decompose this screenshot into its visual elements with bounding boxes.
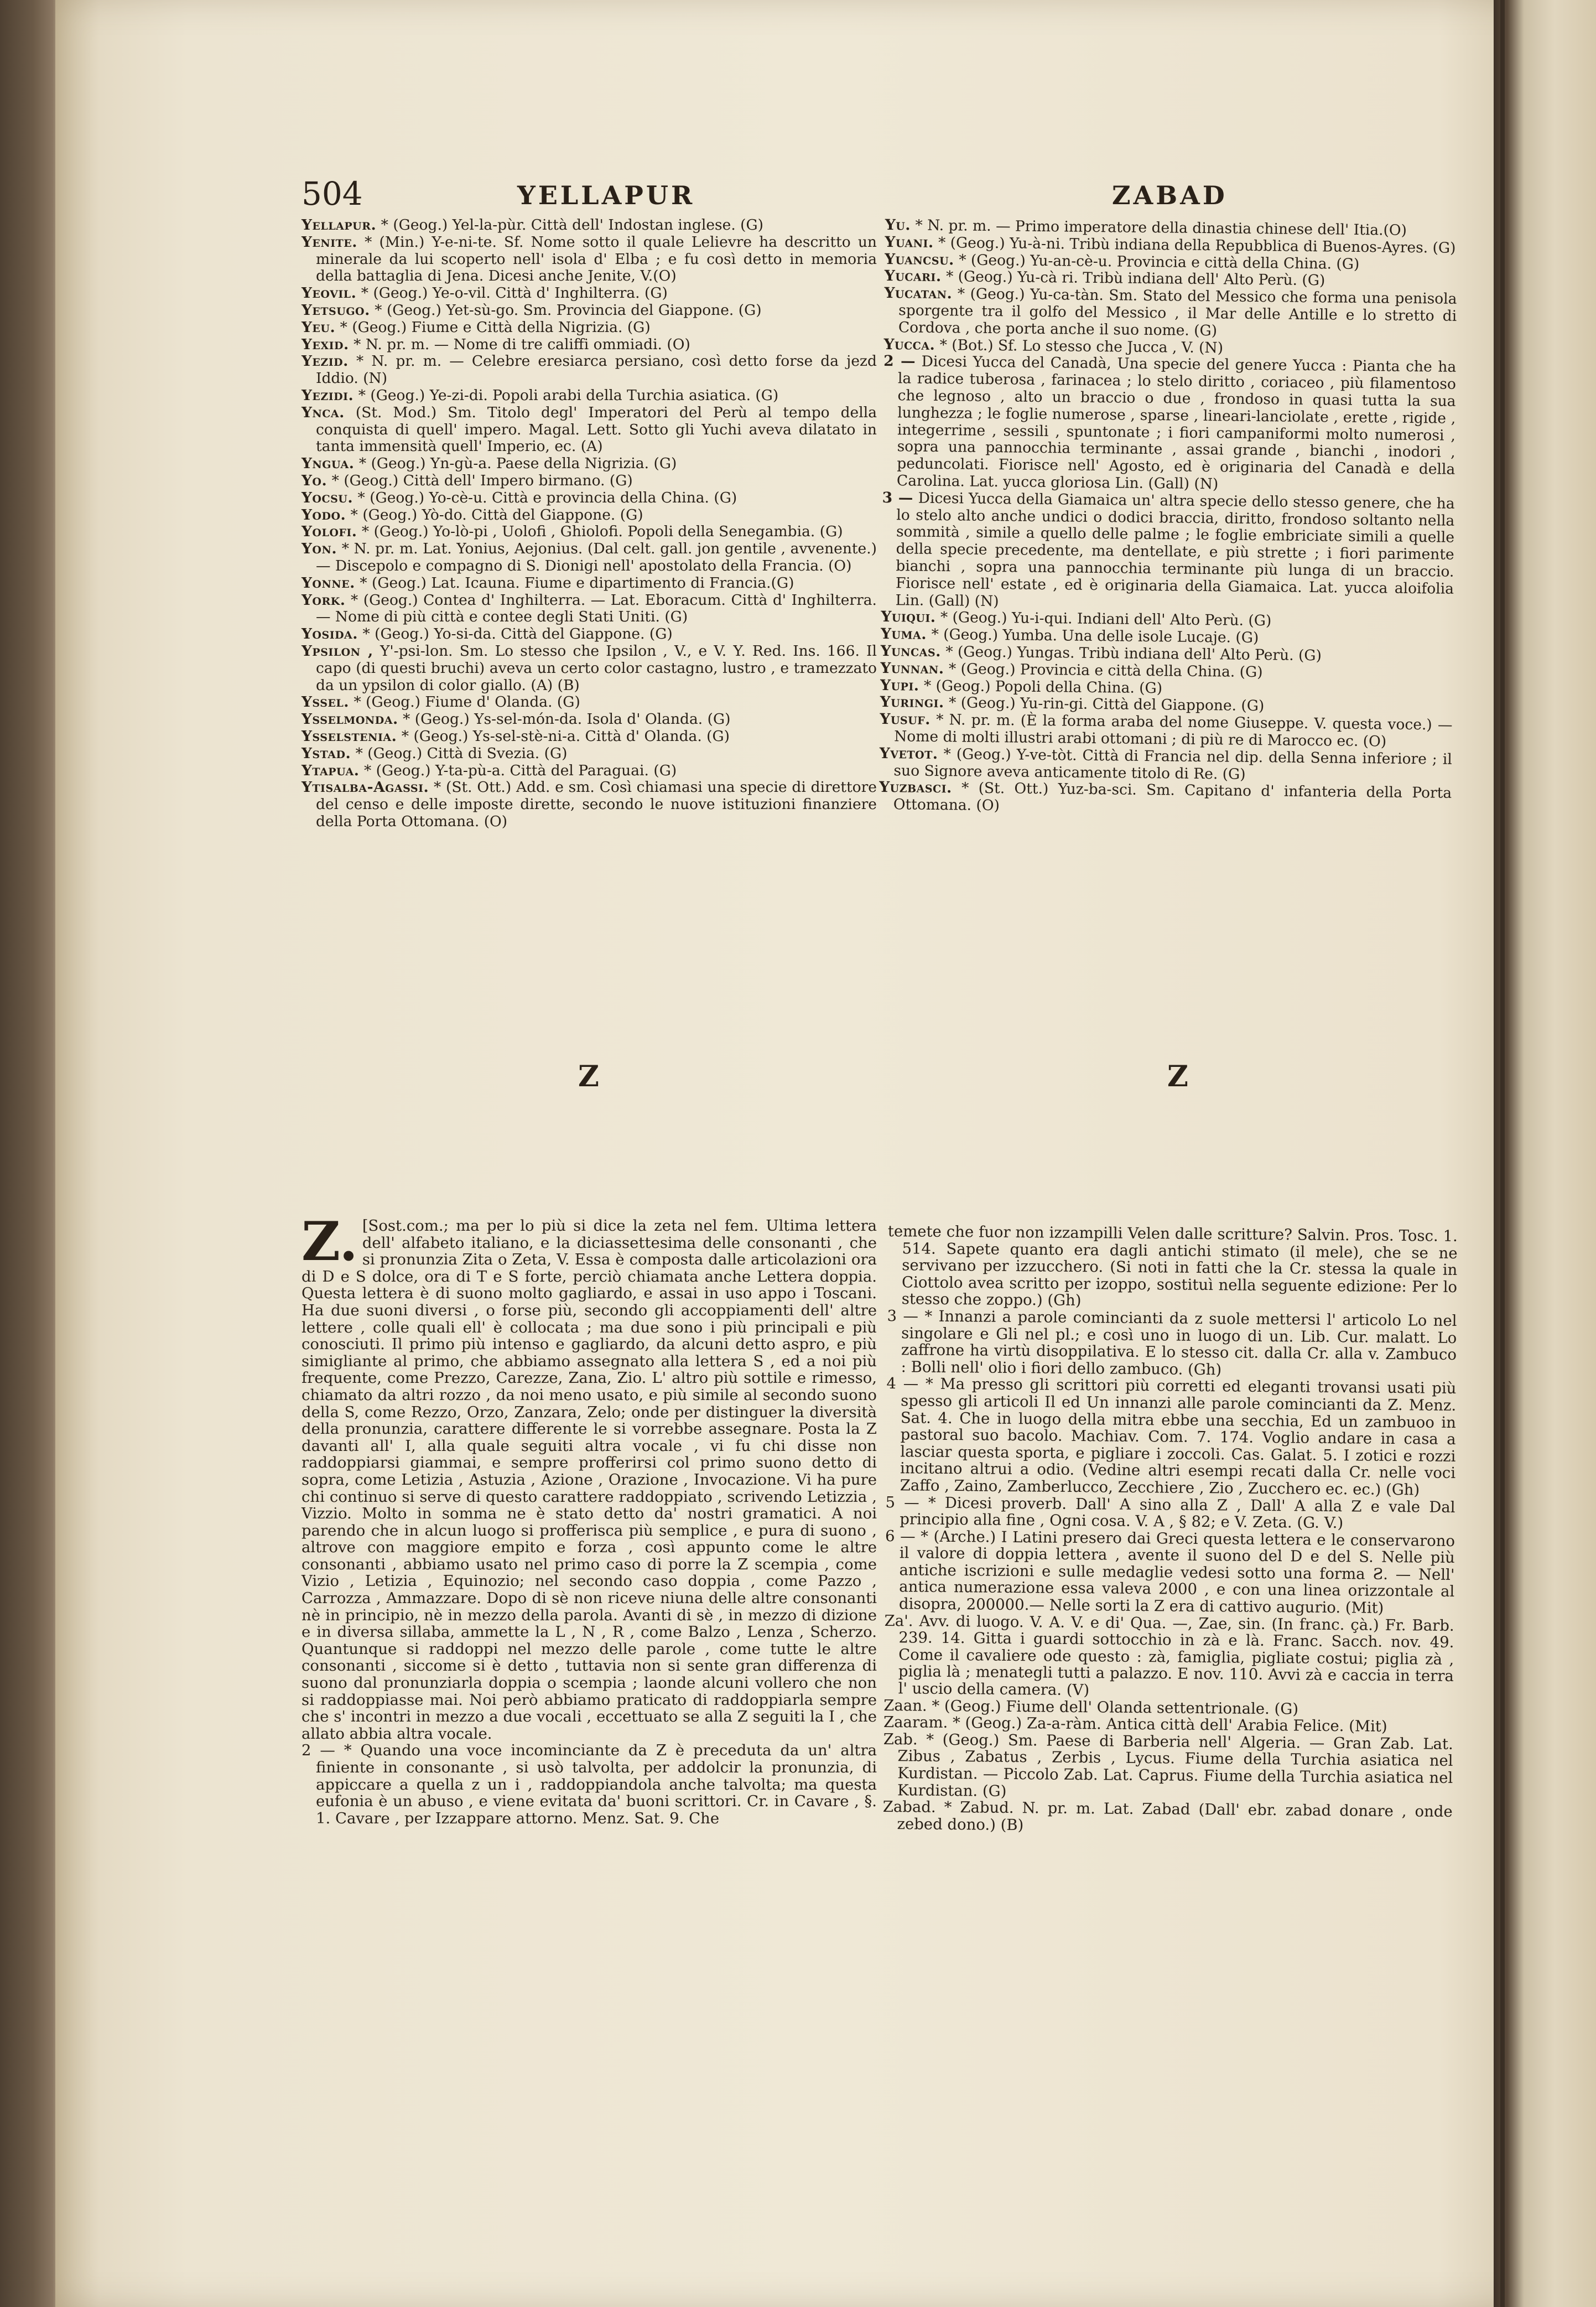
entry-headword: Yo. xyxy=(301,471,327,489)
z-article-text: [Sost.com.; ma per lo più si dice la zeta nel fem. Ultima lettera dell' alfabeto italiano, e la diciassettesima delle consonanti , che si pronunzia Zita o Zeta, V. Essa è composta dalle articolazioni ora di D e S dolce, ora di T e S forte, perciò chiamata anche Lettera doppia. Questa lettera è di suono molto gagliardo, e assai in uso appo i Toscani. Ha due suoni diversi , o forse più, secondo gli accoppiamenti dell' altre lettere , colle quali ell' è collocata ; ma due sono i più principali e più conosciuti. Il primo più intenso e gagliardo, da alcuni detto aspro, e più simigliante al primo, che abbiamo assegnato alla lettera S , ed a noi più frequente, come Prezzo, Carezze, Zana, Zio. L' altro più sottile e rimesso, chiamato da altri rozzo , da noi meno usato, e più simile al secondo suono della S, come Rezzo, Orzo, Zanzara, Zelo; onde per distinguer la diversità della pronunzia, carattere differente le si vorrebbe assegnare. Posta la Z davanti all' I, alla quale seguiti altra vocale , vi fu chi disse non raddoppiarsi giammai, e sempre profferirsi col primo suono detto di sopra, come Letizia , Astuzia , Azione , Orazione , Invocazione. Vi ha pure chi continuo si serve di questo carattere raddoppiato , scrivendo Letizzia , Vizzio. Molto in somma ne è stato detto da' nostri gramatici. A noi parendo che in alcun luogo si profferisca più semplice , e pura di suono , altrove con maggiore empito e forza , così appunto come le altre consonanti , abbiamo usato nel primo caso di porre la Z scempia , come Vizio , Letizia , Equinozio; nel secondo caso doppia , come Pazzo , Carrozza , Ammazzare. Dopo di sè non riceve niuna delle altre consonanti nè in principio, nè in mezzo della parola. Avanti di sè , in mezzo di dizione e in diversa sillaba, ammette la L , N , R , come Balzo , Lenza , Scherzo. Quantunque si raddoppi nel mezzo delle parole , come tutte le altre consonanti , siccome si è detto , tuttavia non si sente gran differenza di suono dal pronunziarla doppia o scempia ; laonde alcuni vollero che non si raddoppiasse mai. Noi però abbiamo praticato di raddoppiarla sempre che s' incontri in mezzo a due vocali , eccettuato se alla Z seguiti la I , che allato abbia altra vocale. xyxy=(301,1217,877,1743)
entry-definition: * (Geog.) Yet-sù-go. Sm. Provincia del Giappone. (G) xyxy=(375,301,762,319)
z-article-left xyxy=(301,1210,877,1827)
entry-definition: * N. pr. m. Lat. Yonius, Aejonius. (Dal celt. gall. jon gentile , avvenente.) — Discepolo e compagno di S. Dionigi nell' apostolato della Francia. (O) xyxy=(316,540,877,574)
entry-definition: * (Geog.) Popoli della China. (G) xyxy=(923,677,1163,697)
entry-definition: * (Geog.) Provincia e città della China. (G) xyxy=(948,660,1263,681)
dictionary-entry xyxy=(301,779,877,830)
entry-definition: Y'-psi-lon. Sm. Lo stesso che Ipsilon , V., e V. Y. Red. Ins. 166. Il capo (di questi bruchi) aveva un certo color castagno, lustro , e tramezzato da un ypsilon di color giallo. (A) (B) xyxy=(316,642,877,694)
entry-definition: * (Geog.) Ye-zi-di. Popoli arabi della Turchia asiatica. (G) xyxy=(358,386,779,404)
entry-headword: Yonne. xyxy=(301,574,355,592)
entry-headword: Yuringi. xyxy=(880,693,944,712)
dictionary-entry xyxy=(301,745,877,763)
dictionary-entry xyxy=(301,473,877,490)
entry-headword: Yuancsu. xyxy=(885,250,955,268)
z-article-right-para: Za'. Avv. di luogo. V. A. V. e di' Qua. —, Zae, sin. (In franc. çà.) Fr. Barb. 239. 14. Gitta i guardi sottocchio in zà e là. Franc. Sacch. nov. 49. Come il cavaliere ode questo : zà, famiglia, pigliate costui; piglia zà , piglia là ; menategli tutti a palazzo. E nov. 110. Avvi zà e caccia in terra l' uscio della camera. (V) xyxy=(884,1611,1454,1699)
entry-definition: * (Geog.) Città dell' Impero birmano. (G) xyxy=(331,471,633,489)
entry-headword: Yezid. xyxy=(301,352,349,370)
z-article-right-para: 5 — * Dicesi proverb. Dall' A sino alla Z , Dall' A alla Z e vale Dal principio alla fine , Ogni cosa. V. A , § 82; e V. Zeta. (G. V.) xyxy=(885,1493,1455,1532)
entry-headword: Yuani. xyxy=(885,233,934,251)
dictionary-entry xyxy=(301,405,877,455)
entry-definition: * (Geog.) Yungas. Tribù indiana dell' Alto Perù. (G) xyxy=(945,643,1322,665)
entry-definition: * N. pr. m. — Nome di tre califfi ommiadi. (O) xyxy=(353,335,690,353)
entry-headword: Yuma. xyxy=(880,625,927,643)
entry-definition: * (Geog.) Yò-do. Città del Giappone. (G) xyxy=(350,506,643,523)
entry-headword: Ysselstenia. xyxy=(301,727,397,745)
entry-headword: Yucari. xyxy=(884,267,942,286)
dictionary-entry xyxy=(301,319,877,336)
right-entries-column xyxy=(879,217,1458,820)
entry-headword: Yon. xyxy=(301,540,337,558)
entry-headword: Ytapua. xyxy=(301,761,360,779)
dictionary-entry xyxy=(301,523,877,541)
entry-headword: Yunnan. xyxy=(880,659,944,677)
z-article-right-para: 3 — * Innanzi a parole comincianti da z suole mettersi l' articolo Lo nel singolare e Gli nel pl.; e così uno in luogo di un. Lib. Cur. malatt. Lo zaffrone ha virtù disoppilativa. E lo stesso cit. dalla Cr. alla v. Zambuco : Bolli nell' olio i fiori dello zambuco. (Gh) xyxy=(887,1307,1457,1379)
entry-headword: Yucatan. xyxy=(884,284,953,303)
entry-headword: Yuiqui. xyxy=(881,608,936,626)
entry-definition: * (Geog.) Yu-à-ni. Tribù indiana della Repubblica di Buenos-Ayres. (G) xyxy=(938,234,1456,257)
entry-definition: * (Geog.) Lat. Icauna. Fiume e dipartimento di Francia.(G) xyxy=(360,574,794,592)
entry-definition: * (Geog.) Città di Svezia. (G) xyxy=(355,744,568,762)
entry-headword: Ytisalba-Agassi. xyxy=(301,779,429,796)
drop-cap: Z. xyxy=(301,1210,358,1273)
dictionary-entry xyxy=(882,353,1457,495)
dictionary-entry xyxy=(301,336,877,354)
dictionary-entry xyxy=(301,541,877,575)
entry-headword: Yexid. xyxy=(301,335,349,353)
entry-headword: Yezidi. xyxy=(301,386,354,404)
facing-page-edge xyxy=(1494,0,1596,2307)
entry-definition: * N. pr. m. — Primo imperatore della dinastia chinese dell' Itia.(O) xyxy=(915,216,1407,239)
entry-headword: Yupi. xyxy=(880,676,919,694)
entry-headword: Yusuf. xyxy=(880,711,931,729)
entry-definition: * (Geog.) Ys-sel-stè-ni-a. Città d' Olanda. (G) xyxy=(401,727,730,745)
entry-definition: * (Geog.) Yu-an-cè-u. Provincia e città della China. (G) xyxy=(959,251,1360,273)
entry-headword: Ypsilon , xyxy=(301,642,373,660)
binding-shadow xyxy=(1500,0,1505,2307)
entry-definition: * N. pr. m. — Celebre eresiarca persiano, così detto forse da jezd Iddio. (N) xyxy=(316,352,877,387)
dictionary-entry xyxy=(884,285,1457,342)
dictionary-entry xyxy=(301,387,877,405)
entry-definition: * (Geog.) Fiume e Città della Nigrizia. (G) xyxy=(340,318,651,336)
z-article-right-para: Zabad. * Zabud. N. pr. m. Lat. Zabad (Dall' ebr. zabad donare , onde zebed dono.) (B) xyxy=(882,1798,1453,1834)
entry-headword: Yeovil. xyxy=(301,284,357,302)
entry-headword: Yuzbasci. xyxy=(879,779,952,797)
entry-headword: Yolofi. xyxy=(301,523,357,541)
z-article-right xyxy=(882,1223,1458,1837)
entry-definition: * (Geog.) Yu-cà ri. Tribù indiana dell' Alto Perù. (G) xyxy=(945,268,1325,289)
entry-headword: York. xyxy=(301,591,346,609)
entry-headword: 3 — xyxy=(882,489,913,507)
entry-headword: 2 — xyxy=(883,352,916,370)
entry-definition: * (Geog.) Yn-gù-a. Paese della Nigrizia. (G) xyxy=(358,455,677,473)
entry-definition: Dicesi Yucca del Canadà, Una specie del genere Yucca : Pianta che ha la radice tuberosa , farinacea ; lo stelo diritto , coriaceo , più filamentoso che legnoso , alto un braccio o due , frondoso in quasi tutta la sua lunghezza ; le foglie numerose , sparse , lineari-lanciolate , erette , rigide , integerrime , sessili , spuntonate ; i fiori campaniformi molto numerosi , sopra una pannocchia terminante , assai grande , bianchi , inodori , peduncolati. Fiorisce nell' Agosto, ed è originaria del Canadà e della Carolina. Lat. yucca gloriosa Lin. (Gall) (N) xyxy=(896,353,1457,493)
section-letter-left: Z xyxy=(578,1060,599,1093)
dictionary-entry xyxy=(301,217,877,234)
dictionary-entry xyxy=(881,490,1455,615)
dictionary-entry xyxy=(301,728,877,745)
dictionary-entry xyxy=(301,711,877,728)
entry-headword: Yellapur. xyxy=(301,216,377,234)
left-entries-column xyxy=(301,217,877,831)
entry-definition: Dicesi Yucca della Giamaica un' altra specie dello stesso genere, che ha lo stelo alto anche undici o dodici braccia, diritto, frondoso soltanto nella sommità , simile a quello delle palme ; le foglie embriciate simili a quelle della specie precedente, ma dentellate, e più strette ; i fiori parimente bianchi , sopra una pannocchia terminante più lunga di un braccio. Fiorisce nell' estate , ed è originaria della Giamaica. Lat. yucca aloifolia Lin. (Gall) (N) xyxy=(895,489,1455,610)
dictionary-entry xyxy=(301,592,877,626)
dictionary-entry xyxy=(301,643,877,694)
z-article-right-para: 4 — * Ma presso gli scrittori più corretti ed eleganti trovansi usati più spesso gli articoli Il ed Un innanzi alle parole comincianti da Z. Menz. Sat. 4. Che in luogo della mitra ebbe una secchia, Ed un zambuoo in pastoral suo bacolo. Machiav. Com. 7. 174. Voglio andare in casa a lasciar questa sporta, e pigliare i zoccoli. Cas. Galat. 5. I zotici e rozzi incitano altrui a odio. (Vedine altri esempi recati dalla Cr. nelle voci Zaffo , Zaino, Zamberlucco, Zecchiere , Zio , Zucchero ec. ec.) (Gh) xyxy=(886,1375,1457,1499)
entry-headword: Yeu. xyxy=(301,318,336,336)
entry-definition: (St. Mod.) Sm. Titolo degl' Imperatori del Perù al tempo della conquista di quell' impero. Magal. Lett. Sotto gli Yuchi aveva dilatato in tanta immensità quell' Imperio, ec. (A) xyxy=(316,403,877,455)
dictionary-entry xyxy=(301,626,877,643)
entry-definition: * (St. Ott.) Yuz-ba-sci. Sm. Capitano d' infanteria della Porta Ottomana. (O) xyxy=(893,779,1452,815)
entry-definition: * (Geog.) Y-ta-pù-a. Città del Paraguai. (G) xyxy=(363,761,677,779)
entry-definition: * (Geog.) Yel-la-pùr. Città dell' Indostan inglese. (G) xyxy=(381,216,764,234)
left-running-head: YELLAPUR xyxy=(517,180,695,210)
entry-definition: * (Geog.) Y-ve-tòt. Città di Francia nel dip. della Senna inferiore ; il suo Signore aveva anticamente titolo di Re. (G) xyxy=(893,745,1452,783)
entry-definition: * N. pr. m. (È la forma araba del nome Giuseppe. V. questa voce.) — Nome di molti illustri arabi ottomani ; di più re di Marocco ec. (O) xyxy=(894,711,1453,750)
entry-definition: * (Geog.) Yu-ca-tàn. Sm. Stato del Messico che forma una penisola sporgente tra il golfo del Messico , il Mar delle Antille e lo stretto di Cordova , che porta anche il suo nome. (G) xyxy=(898,285,1457,340)
dictionary-entry xyxy=(301,507,877,524)
dictionary-entry xyxy=(301,285,877,302)
z-article-right-para: Zab. * (Geog.) Sm. Paese di Barberia nell' Algeria. — Gran Zab. Lat. Zibus , Zabatus , Zerbis , Lycus. Fiume della Turchia asiatica nel Kurdistan. — Piccolo Zab. Lat. Caprus. Fiume della Turchia asiatica nel Kurdistan. (G) xyxy=(883,1730,1453,1800)
entry-headword: Ynca. xyxy=(301,403,345,421)
entry-definition: * (Geog.) Contea d' Inghilterra. — Lat. Eboracum. Città d' Inghilterra. — Nome di più città e contee degli Stati Uniti. (G) xyxy=(316,591,877,626)
entry-definition: * (Geog.) Ys-sel-món-da. Isola d' Olanda. (G) xyxy=(403,711,731,728)
entry-headword: Yocsu. xyxy=(301,489,353,506)
entry-definition: * (Geog.) Ye-o-vil. Città d' Inghilterra. (G) xyxy=(361,284,668,302)
dictionary-entry xyxy=(301,353,877,387)
entry-headword: Yodo. xyxy=(301,506,346,523)
entry-headword: Yngua. xyxy=(301,455,355,473)
section-letter-right: Z xyxy=(1167,1060,1188,1093)
z-article-right-para: temete che fuor non izzampilli Velen dalle scritture? Salvin. Pros. Tosc. 1. 514. Sapete quanto era dagli antichi stimato (il mele), che se ne servivano per izzucchero. (Si noti in fatti che la Cr. stessa la quale in Ciottolo avea scritto per izoppo, sostituì nella seguente edizione: Per lo stesso che zoppo.) (Gh) xyxy=(887,1222,1458,1310)
entry-definition: * (Min.) Y-e-ni-te. Sf. Nome sotto il quale Lelievre ha descritto un minerale da lui scoperto nell' isola d' Elba ; e fu così detto in memoria della battaglia di Jena. Dicesi anche Jenite, V.(O) xyxy=(316,233,877,285)
entry-headword: Yetsugo. xyxy=(301,301,370,319)
entry-headword: Ystad. xyxy=(301,744,351,762)
entry-definition: * (Geog.) Fiume d' Olanda. (G) xyxy=(353,693,580,711)
entry-definition: * (Bot.) Sf. Lo stesso che Jucca , V. (N) xyxy=(939,336,1224,356)
page-number: 504 xyxy=(301,175,363,212)
entry-definition: * (Geog.) Yu-rin-gi. Città del Giappone. (G) xyxy=(948,694,1265,715)
dictionary-entry xyxy=(301,763,877,780)
entry-headword: Yu. xyxy=(885,216,911,234)
dictionary-entry xyxy=(301,234,877,285)
dictionary-entry xyxy=(301,455,877,473)
entry-headword: Yosida. xyxy=(301,625,358,643)
entry-definition: * (Geog.) Yumba. Una delle isole Lucaje. (G) xyxy=(931,626,1259,647)
z-article-right-para: 6 — * (Arche.) I Latini presero dai Greci questa lettera e le conservarono il valore di doppia lettera , avente il suono del D e del S. Nelle più antiche iscrizioni e sulle medaglie vedesi sotto una forma Ƨ. — Nell' antica numerazione essa valeva 2000 , e con una linea orizzontale al disopra, 200000.— Nelle sorti la Z era di cattivo augurio. (Mit) xyxy=(885,1527,1455,1617)
dictionary-entry xyxy=(301,575,877,592)
right-running-head: ZABAD xyxy=(1112,180,1228,210)
z-article-para-2: 2 — * Quando una voce incominciante da Z è preceduta da un' altra finiente in consonante , si usò talvolta, per addolcir la pronunzia, di appiccare a quella z un i , raddoppiandola anche talvolta; ma questa eufonia è un abuso , e viene evitata da' buoni scrittori. Cr. in Cavare , §. 1. Cavare , per Izzappare attorno. Menz. Sat. 9. Che xyxy=(301,1741,877,1827)
dictionary-entry xyxy=(301,302,877,319)
dictionary-entry xyxy=(301,490,877,507)
entry-headword: Yucca. xyxy=(883,335,935,354)
running-header xyxy=(301,177,1458,210)
entry-headword: Yenite. xyxy=(301,233,358,251)
entry-headword: Yvetot. xyxy=(879,744,938,763)
z-article-right-para: Zaan. * (Geog.) Fiume dell' Olanda settentrionale. (G) xyxy=(883,1696,1299,1718)
entry-definition: * (Geog.) Yo-si-da. Città del Giappone. (G) xyxy=(362,625,673,643)
entry-headword: Yuncas. xyxy=(880,642,942,661)
entry-headword: Ysselmonda. xyxy=(301,711,398,728)
z-article-right-para: Zaaram. * (Geog.) Za-a-ràm. Antica città dell' Arabia Felice. (Mit) xyxy=(883,1713,1387,1736)
entry-definition: * (Geog.) Yu-i-qui. Indiani dell' Alto Perù. (G) xyxy=(940,609,1272,630)
entry-definition: * (St. Ott.) Add. e sm. Così chiamasi una specie di direttore del censo e delle imposte dirette, secondo le nuove istituzioni finanziere della Porta Ottomana. (O) xyxy=(316,779,877,830)
dictionary-entry xyxy=(301,694,877,711)
entry-headword: Yssel. xyxy=(301,693,350,711)
dictionary-entry xyxy=(879,779,1452,819)
entry-definition: * (Geog.) Yo-cè-u. Città e provincia della China. (G) xyxy=(357,489,737,506)
entry-definition: * (Geog.) Yo-lò-pi , Uolofi , Ghiolofi. Popoli della Senegambia. (G) xyxy=(361,523,843,541)
